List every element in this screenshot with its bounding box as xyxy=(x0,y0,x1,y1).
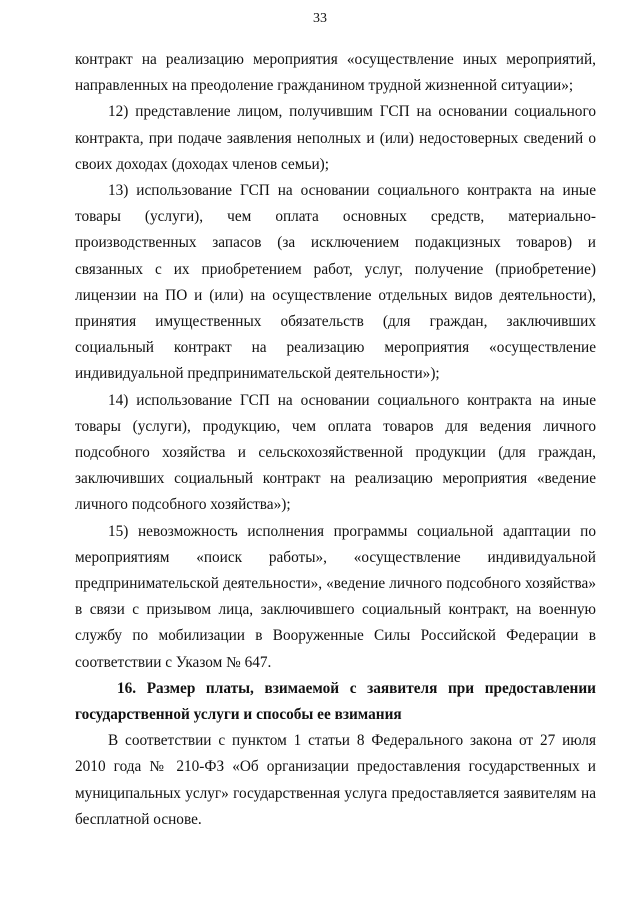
paragraph-item-14: 14) использование ГСП на основании социального контракта на иные товары (услуги), продукцию, чем оплата товаров для ведения личного подсобного хозяйства и сельскохозяйственной продукции (для граждан, заключивших социальный контракт на реализацию мероприятия «ведение личного подсобного хозяйства»); xyxy=(75,391,596,514)
section-heading: 16. Размер платы, взимаемой с заявителя при предоставлении государственной услуги и способы ее взимания xyxy=(75,679,596,724)
paragraph-continuation: контракт на реализацию мероприятия «осуществление иных мероприятий, направленных на преодоление гражданином трудной жизненной ситуации»; xyxy=(75,51,596,95)
paragraph-item-15: 15) невозможность исполнения программы социальной адаптации по мероприятиям «поиск работы», «осуществление индивидуальной предпринимательской деятельности», «ведение личного подсобного хозяйства» в связи с призывом лица, заключившего социальный контракт, на военную службу по мобилизации в Вооруженные Силы Российской Федерации в соответствии с Указом № 647. xyxy=(75,522,596,671)
paragraph-item-13: 13) использование ГСП на основании социального контракта на иные товары (услуги), чем оплата основных средств, материально-производственных запасов (за исключением подакцизных товаров) и связанных с их приобретением работ, услуг, получение (приобретение) лицензии на ПО и (или) на осуществление отдельных видов деятельности), принятия имущественных обязательств (для граждан, заключивших социальный контракт на реализацию мероприятия «осуществление индивидуальной предпринимательской деятельности»); xyxy=(75,182,596,383)
section-paragraph: В соответствии с пунктом 1 статьи 8 Федерального закона от 27 июля 2010 года № 210-ФЗ «Об организации предоставления государственных и муниципальных услуг» государственная услуга предоставляется заявителям на бесплатной основе. xyxy=(75,732,596,828)
page-number: 33 xyxy=(313,11,327,26)
document-body xyxy=(75,47,596,833)
paragraph-item-12: 12) представление лицом, получившим ГСП на основании социального контракта, при подаче заявления неполных и (или) недостоверных сведений о своих доходах (доходах членов семьи); xyxy=(75,103,596,173)
